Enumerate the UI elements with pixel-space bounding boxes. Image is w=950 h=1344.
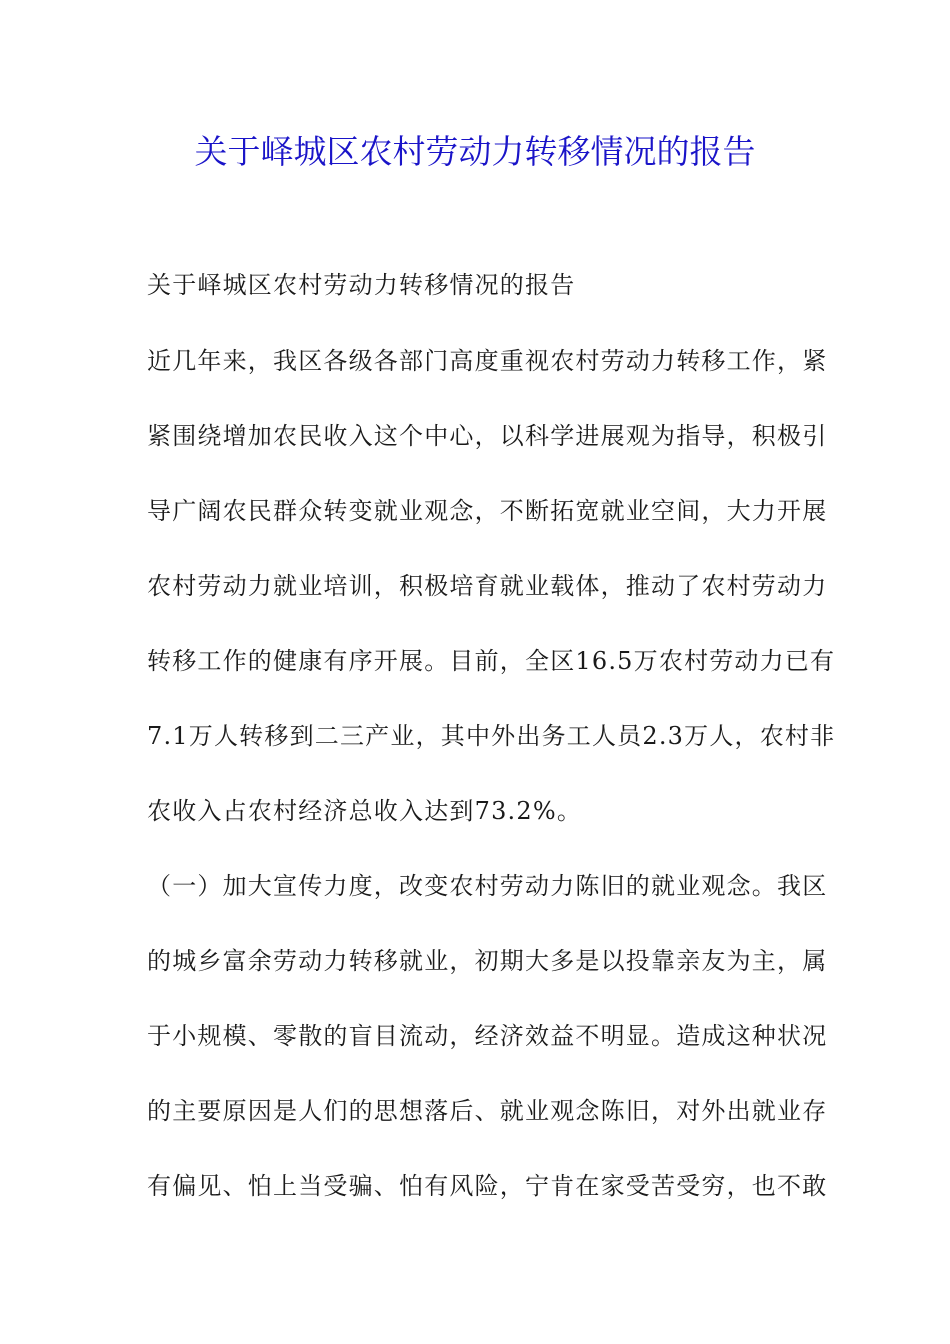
body-line: 紧围绕增加农民收入这个中心，以科学进展观为指导，积极引 <box>147 422 828 450</box>
body-line: 的主要原因是人们的思想落后、就业观念陈旧，对外出就业存 <box>147 1097 828 1125</box>
body-line: 的城乡富余劳动力转移就业，初期大多是以投靠亲友为主，属 <box>147 947 828 975</box>
body-line: 7.1万人转移到二三产业，其中外出务工人员2.3万人，农村非 <box>147 722 836 750</box>
body-line: 转移工作的健康有序开展。目前，全区16.5万农村劳动力已有 <box>147 647 836 675</box>
body-line: 于小规模、零散的盲目流动，经济效益不明显。造成这种状况 <box>147 1022 828 1050</box>
body-line: 近几年来，我区各级各部门高度重视农村劳动力转移工作，紧 <box>147 347 828 375</box>
document-title: 关于峄城区农村劳动力转移情况的报告 <box>194 132 756 171</box>
body-line: 农收入占农村经济总收入达到73.2%。 <box>147 797 583 825</box>
section-heading-line: （一）加大宣传力度，改变农村劳动力陈旧的就业观念。我区 <box>147 872 828 900</box>
body-line: 农村劳动力就业培训，积极培育就业载体，推动了农村劳动力 <box>147 572 828 600</box>
body-line: 导广阔农民群众转变就业观念，不断拓宽就业空间，大力开展 <box>147 497 828 525</box>
body-line: 有偏见、怕上当受骗、怕有风险，宁肯在家受苦受穷，也不敢 <box>147 1172 828 1200</box>
subtitle-line: 关于峄城区农村劳动力转移情况的报告 <box>147 271 576 299</box>
